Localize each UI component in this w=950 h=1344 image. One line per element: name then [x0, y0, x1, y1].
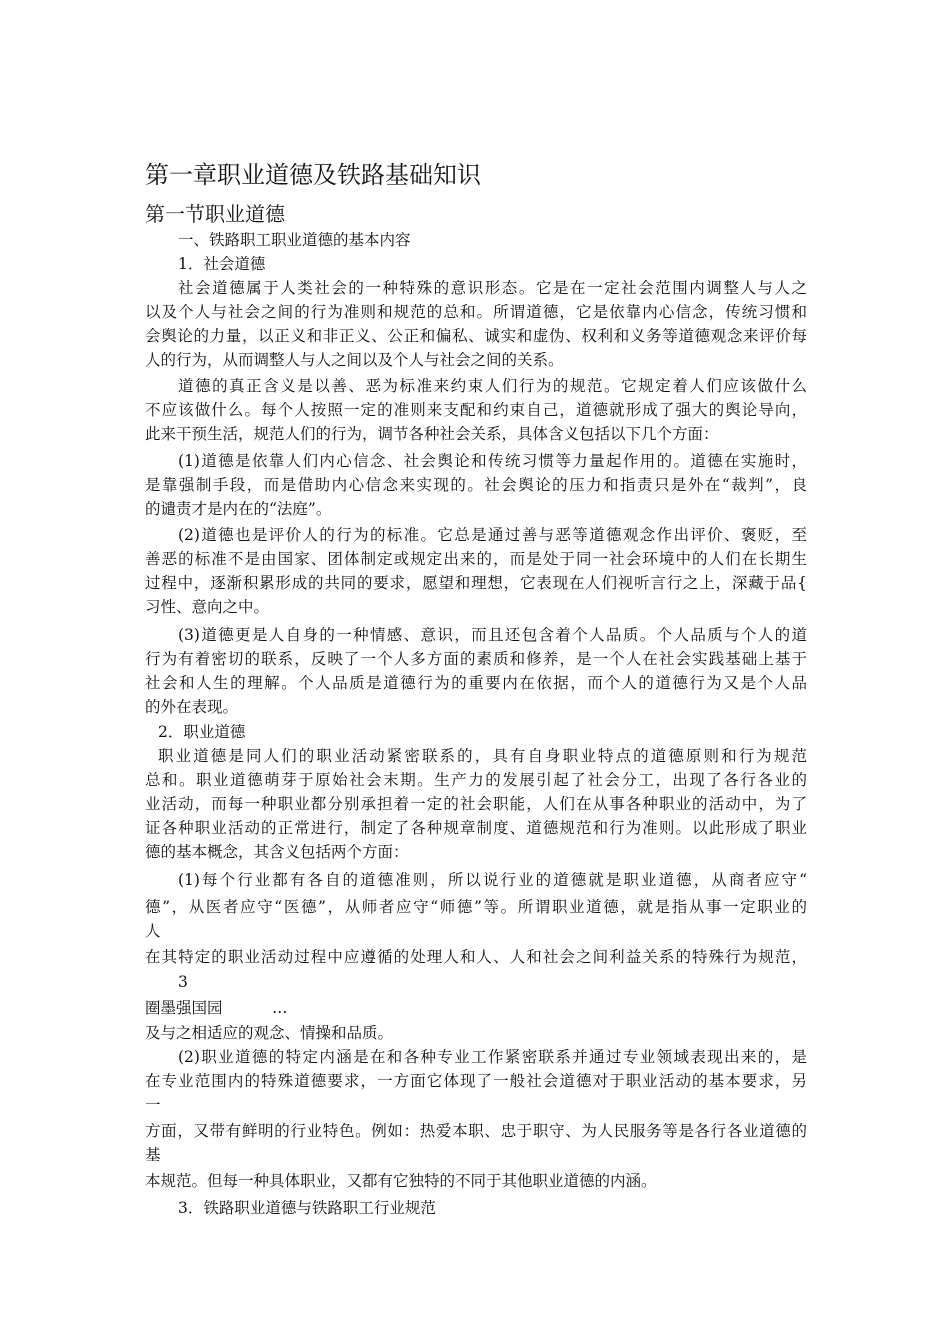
item-heading: 1．社会道德	[178, 255, 266, 273]
paragraph-line: 社会道德属于人类社会的一种特殊的意识形态。它是在一定社会范围内调整人与人之	[178, 279, 807, 297]
paragraph-line: 是靠强制手段，而是借助内心信念来实现的。社会舆论的压力和指责只是外在“裁判”，良	[145, 476, 807, 494]
paragraph-line: (2)职业道德的特定内涵是在和各种专业工作紧密联系并通过专业领域表现出来的，是	[178, 1048, 807, 1066]
paragraph-line: 方面，又带有鲜明的行业特色。例如：热爱本职、忠于职守、为人民服务等是各行各业道德的	[145, 1122, 807, 1140]
paragraph-line: 业活动，而每一种职业都分别承担着一定的社会职能，人们在从事各种职业的活动中，为了	[145, 795, 807, 813]
paragraph-line: 会舆论的力量，以正义和非正义、公正和偏私、诚实和虚伪、权利和义务等道德观念来评价每	[145, 327, 807, 345]
item-heading: 3．铁路职业道德与铁路职工行业规范	[178, 1199, 436, 1217]
paragraph-line: (2)道德也是评价人的行为的标准。它总是通过善与恶等道德观念作出评价、褒贬，至	[178, 526, 807, 544]
paragraph-line: 此来干预生活，规范人们的行为，调节各种社会关系，具体含义包括以下几个方面：	[145, 425, 719, 443]
ellipsis-mark: …	[272, 999, 288, 1017]
paragraph-line: (3)道德更是人自身的一种情感、意识，而且还包含着个人品质。个人品质与个人的道	[178, 626, 807, 644]
paragraph-line: (1)每个行业都有各自的道德准则，所以说行业的道德就是职业道德，从商者应守“	[178, 871, 807, 889]
paragraph-line: 的谴责才是内在的“法庭”。	[145, 500, 332, 518]
chapter-title: 第一章职业道德及铁路基础知识	[145, 161, 481, 189]
page-number: 3	[178, 973, 188, 991]
paragraph-line: 在专业范围内的特殊道德要求，一方面它体现了一般社会道德对于职业活动的基本要求，另	[145, 1072, 807, 1090]
paragraph-line: 的外在表现。	[145, 698, 239, 716]
paragraph-line: 人的行为，从而调整人与人之间以及个人与社会之间的关系。	[145, 351, 564, 369]
paragraph-line: 习性、意向之中。	[145, 598, 270, 616]
paragraph-line: (1)道德是依靠人们内心信念、社会舆论和传统习惯等力量起作用的。道德在实施时，	[178, 452, 807, 470]
paragraph-line: 道德的真正含义是以善、恶为标准来约束人们行为的规范。它规定着人们应该做什么	[178, 377, 807, 395]
paragraph-line: 善恶的标准不是由国家、团体制定或规定出来的，而是处于同一社会环境中的人们在长期生	[145, 550, 807, 568]
paragraph-line: 行为有着密切的联系，反映了一个人多方面的素质和修养，是一个人在社会实践基础上基于	[145, 650, 807, 668]
paragraph-line: 人	[145, 922, 161, 940]
paragraph-line: 基	[145, 1146, 161, 1164]
paragraph-line: 德的基本概念，其含义包括两个方面：	[145, 843, 409, 861]
paragraph-line: 过程中，逐渐积累形成的共同的要求，愿望和理想，它表现在人们视听言行之上，深藏于品{	[145, 574, 807, 592]
paragraph-line: 社会和人生的理解。个人品质是道德行为的重要内在依据，而个人的道德行为又是个人品	[145, 674, 807, 692]
paragraph-line: 德”，从医者应守“医德”，从师者应守“师德”等。所谓职业道德，就是指从事一定职业的	[145, 898, 807, 916]
paragraph-line: 总和。职业道德萌芽于原始社会末期。生产力的发展引起了社会分工，出现了各行各业的	[145, 771, 807, 789]
paragraph-line: 以及个人与社会之间的行为准则和规范的总和。所谓道德，它是依靠内心信念，传统习惯和	[145, 303, 807, 321]
paragraph-line: 一	[145, 1096, 161, 1114]
subsection-heading: 一、铁路职工职业道德的基本内容	[178, 231, 411, 249]
stray-text: 圈墨强国园	[145, 999, 223, 1017]
paragraph-line: 不应该做什么。每个人按照一定的准则来支配和约束自己，道德就形成了强大的舆论导向，	[145, 401, 807, 419]
paragraph-line: 及与之相适应的观念、情操和品质。	[145, 1024, 394, 1042]
paragraph-line: 本规范。但每一种具体职业，又都有它独特的不同于其他职业道德的内涵。	[145, 1172, 657, 1190]
paragraph-line: 在其特定的职业活动过程中应遵循的处理人和人、人和社会之间利益关系的特殊行为规范，	[145, 948, 807, 966]
paragraph-line: 证各种职业活动的正常进行，制定了各种规章制度、道德规范和行为准则。以此形成了职业	[145, 819, 807, 837]
paragraph-line: 职业道德是同人们的职业活动紧密联系的，具有自身职业特点的道德原则和行为规范	[158, 747, 807, 765]
item-heading: 2．职业道德	[158, 723, 246, 741]
section-title: 第一节职业道德	[145, 202, 285, 226]
